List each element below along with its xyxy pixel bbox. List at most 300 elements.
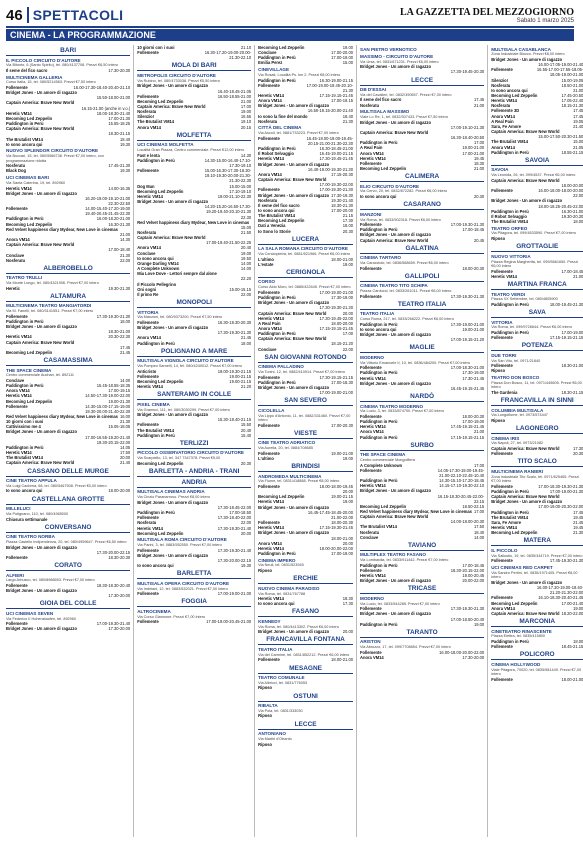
movie-title: Follemente xyxy=(360,160,382,166)
showtimes: 19.30 xyxy=(119,141,131,147)
movie-title: Conclave xyxy=(137,250,156,256)
showtimes: 19.50 xyxy=(240,255,252,261)
movie-title: Follemente xyxy=(360,467,382,473)
showtimes: 17.30-20.30 xyxy=(108,67,131,73)
movie-title: Heretic VM14 xyxy=(360,483,386,489)
movie-title: Becoming Led Zeppelin xyxy=(258,218,305,224)
movie-title: Becoming Led Zeppelin xyxy=(491,530,538,536)
cinema-info: Viale Pitagora, 70020, tel. 0835/981449. Prezzi €7,00 intero xyxy=(491,667,582,677)
showtimes: 17.00 xyxy=(240,103,252,109)
issue-date: Sabato 1 marzo 2025 xyxy=(516,17,574,24)
showtimes: 21.45 xyxy=(573,519,583,525)
cinema-info: Via Luigi Cadorna, 68, tel. 080/5467508. Prezzi €5,00 intero xyxy=(6,483,107,488)
cinema-name: UCI CINEMAS SEVEN xyxy=(6,610,54,616)
movie-title: Bridget Jones - Un amore di ragazzo xyxy=(258,192,330,198)
showtimes: 17.00-19.10-21.30 xyxy=(450,124,485,130)
cinema-name: TEATRO COMUNALE xyxy=(258,675,305,681)
movie-title: Bridget Jones - Un amore di ragazzo xyxy=(6,588,77,594)
cinema-info: Via Putignano, 110, tel. 080/4965000 xyxy=(6,511,69,516)
showtimes: 17.15-19.15-21.15 xyxy=(549,335,583,341)
showtimes: 16.50-18.55-21.00 xyxy=(217,93,252,99)
movie-title: Paddington in Perù xyxy=(491,329,529,335)
movie-title: Paddington in Perù xyxy=(258,55,296,61)
showtimes: 19.45 xyxy=(573,525,583,531)
showtimes: 18.00-21.00 xyxy=(331,535,353,541)
movie-title: Follemente xyxy=(137,168,159,174)
movie-title: Il primo Re xyxy=(137,291,159,297)
movie-title: A Real Pain xyxy=(258,320,281,326)
city-heading: LECCE xyxy=(258,721,353,730)
city-heading: MARTINA FRANCA xyxy=(491,281,583,290)
showtimes: 17.30-21.45 xyxy=(462,375,485,381)
cinema-info: Via Pompeo Sarnelli, 14, tel. 080/4240012. Prezzi €7,00 intero xyxy=(137,364,243,368)
movie-title: Follemente xyxy=(137,591,159,597)
movie-title: Nosferatu xyxy=(360,102,380,108)
showtime-row xyxy=(258,685,353,690)
showtimes: 17.30-19.30-21.30 xyxy=(217,330,252,336)
movie-title: Riposo xyxy=(258,685,273,691)
showtime-row xyxy=(258,60,353,65)
cinema-info: Corso Roma, 217, tel. 0833/266222. Prezzi €6,00 intero xyxy=(360,317,454,322)
city-heading: ERCHIE xyxy=(258,575,353,584)
movie-title: Bridget Jones - Un amore di ragazzo xyxy=(137,552,209,558)
movie-title: Paddington in Perù xyxy=(360,562,398,568)
cinema-info: Via Abruzzo, 17, tel. 099/7708854. Prezzi €7,00 intero xyxy=(360,645,451,650)
showtimes: 22.15 xyxy=(473,498,485,504)
showtimes: 21.00 xyxy=(473,429,485,435)
showtimes: 18.30 xyxy=(342,596,353,602)
showtimes: 18.50-22.15 xyxy=(462,503,485,509)
movie-title: Bridget Jones - Un amore di ragazzo xyxy=(360,488,431,494)
cinema-info: Centro commerciale Auchan, tel. 892111 xyxy=(6,373,75,378)
city-heading: CONVERSANO xyxy=(6,524,130,533)
movie-title: Follemente xyxy=(491,676,513,682)
showtime-row xyxy=(6,142,130,147)
cinema-name: CINEMA IRIS xyxy=(491,435,520,441)
cinema-name: MULTISALA OPERA CIRCUITO D'AUTORE xyxy=(137,580,230,586)
showtimes: 17.15-19.15-21.45 xyxy=(319,92,353,98)
showtimes: 17.15-20.30 xyxy=(331,171,353,177)
showtimes: 15.55-18.25 xyxy=(108,121,131,127)
showtimes: 21.30-22.10 xyxy=(229,55,252,61)
showtimes: 15.00 xyxy=(573,139,583,145)
cinema-name: UCI CINEMAS MOLFETTA xyxy=(137,142,194,148)
movie-title: Bridget Jones - Un amore di ragazzo xyxy=(258,384,330,390)
movie-title: Conclave xyxy=(6,377,25,383)
movie-title: Io sono ancora qui xyxy=(6,488,43,494)
movie-title: Follemente xyxy=(6,206,28,212)
showtimes: 17.30 xyxy=(342,218,353,224)
movie-title: Heretic xyxy=(6,285,20,291)
showtimes: 19.10 xyxy=(240,119,252,125)
showtimes: 14.00-16.35 xyxy=(108,185,131,191)
movie-title: Follemente xyxy=(360,413,382,419)
cinema-name: CINE TEATRO APPULA xyxy=(6,478,57,484)
city-heading: POLIGNANO A MARE xyxy=(137,348,251,357)
showtimes: 17.00-19.15 xyxy=(108,388,131,394)
movie-title: Heretic VM14 xyxy=(360,375,386,381)
cinema-name: CORSO xyxy=(258,279,276,285)
showtimes: 16.45-18.00-19.00-19.45- xyxy=(306,135,353,141)
showtimes: 22.00 xyxy=(240,520,252,526)
movie-title: Anora VM14 xyxy=(258,325,282,331)
cinema-info: Via Roma, tel. 0833/502318. Prezzi €6,00 intero xyxy=(360,217,441,222)
showtime-row xyxy=(491,335,583,340)
showtime-row xyxy=(258,390,353,395)
cinema-info: Via Cinzio Paranarroso. Prezzi €8,00 intero xyxy=(137,495,210,500)
movie-title: Captain America: Brave New World xyxy=(6,460,75,466)
movie-title: Anora VM14 xyxy=(360,150,384,156)
cinema-info: Piazza Don Bosco, 11, tel. 0971/445605. Prezzi €6,00 intero xyxy=(491,380,582,390)
showtimes: 19.00 xyxy=(473,621,485,627)
movie-title: Follemente xyxy=(491,595,513,601)
showtimes: 17.00 xyxy=(473,462,485,468)
city-heading: SAVOIA xyxy=(491,157,583,166)
showtime-row xyxy=(491,611,583,616)
showtimes: 14.30 xyxy=(240,152,252,158)
movie-title: Paddington in Perù xyxy=(258,77,296,83)
movie-title: Captain America: Brave New World xyxy=(6,100,75,106)
movie-title: Anora VM14 xyxy=(258,540,282,546)
city-heading: GALATINA xyxy=(360,245,484,254)
movie-title: Nosferatu xyxy=(258,118,278,124)
showtimes: 19.30-21.40 xyxy=(331,197,353,203)
showtimes: 15.40 xyxy=(240,432,252,438)
movie-title: Follemente xyxy=(360,222,382,228)
city-heading: GALLIPOLI xyxy=(360,273,484,282)
cinema-info: Viale Lo Re, 1, tel. 0832/307433. Prezzi €7,50 intero xyxy=(360,115,448,119)
cinema-info: Via dei Cavalieri, tel. 0832/390557. Prezzi €7,00 intero xyxy=(360,92,452,97)
movie-title: Paddington in Perù xyxy=(360,370,398,376)
showtimes: 19.45 xyxy=(473,155,485,161)
movie-title: Captain America: Brave New World xyxy=(491,610,560,616)
showtimes: 17.00-19.30-21.30 xyxy=(450,222,485,228)
showtimes: 17.10-19.10 xyxy=(229,188,252,194)
showtimes: 19.30 xyxy=(119,168,131,174)
movie-title: Sara, Fe Amore xyxy=(491,519,522,525)
showtimes: 16.00-18.20-21.00 xyxy=(96,216,131,222)
movie-title: Paddington in Perù xyxy=(258,379,296,385)
showtimes: 17.00-21.40 xyxy=(561,600,583,606)
showtimes: 17.00-19.15-21.20 xyxy=(450,337,485,343)
showtimes: 20.15 xyxy=(240,124,252,130)
showtimes: 20.30-22.30 xyxy=(108,334,131,340)
movie-title: Conclave xyxy=(258,50,277,56)
showtimes: 18.15-21.20 xyxy=(331,341,353,347)
movie-title: Paddington in Perù xyxy=(360,227,398,233)
showtimes: 18.00-20.00-22.00 xyxy=(319,545,353,551)
showtime-row xyxy=(360,535,484,540)
showtime-row xyxy=(360,655,484,660)
movie-title: Bridget Jones - Un amore di ragazzo xyxy=(137,412,209,418)
showtime-row xyxy=(360,622,484,627)
showtimes: 18.30-18.30-20.40 xyxy=(96,582,131,588)
showtimes: 18.40 xyxy=(473,529,485,535)
movie-title: A Complete Unknown xyxy=(137,266,180,272)
movie-title: Bridget Jones - Un amore di ragazzo xyxy=(6,324,77,330)
cinema-info: Via Ursa, tel. 0831/671231. Prezzi €6,00 intero xyxy=(360,59,439,64)
showtimes: 17.45 xyxy=(473,97,485,103)
showtimes: 17.00-19.00-19.45-20.10- xyxy=(306,82,353,88)
city-heading: MOLA DI BARI xyxy=(137,62,251,71)
city-heading: FRANCAVILLA IN SINNI xyxy=(491,397,583,406)
movie-title: Bridget Jones - Un amore di ragazzo xyxy=(6,429,77,435)
cinema-name: IL PICCOLO xyxy=(491,547,518,553)
showtime-row xyxy=(258,347,353,352)
movie-title: Captain America: Brave New World xyxy=(491,494,560,500)
movie-title: Paddington in Perù xyxy=(6,216,44,222)
movie-title: Red Velvet happiness diary Mydear, New Love in cinemas xyxy=(6,414,118,420)
movie-title: Captain America: Brave New World xyxy=(491,177,560,183)
movie-title: Captain America: Brave New World xyxy=(6,126,75,132)
showtimes: 17.00-19.00 xyxy=(331,55,353,61)
cinema-info: Via Monte Lungo, tel. 080/4321906. Prezzi €7,00 intero xyxy=(6,281,99,286)
city-heading: FASANO xyxy=(258,608,353,617)
movie-title: The Brutalist VM14 xyxy=(491,139,529,145)
showtimes: 19.00 xyxy=(240,250,252,256)
showtimes: 16.00 xyxy=(119,414,131,420)
cinema-info: Via Rosati, Località Ps. km 2. Prezzi €8,00 intero xyxy=(258,72,341,77)
city-heading: ALTAMURA xyxy=(6,293,130,302)
movie-title: Bridget Jones - Un amore di ragazzo xyxy=(137,83,209,89)
city-heading: NARDÒ xyxy=(360,393,484,402)
cinema-name: MULTICINEMA RANIERI xyxy=(491,468,544,474)
showtime-row xyxy=(360,238,484,243)
cinema-info: Via Caracciolo, tel. 0836/568659. Prezzi €6,00 intero xyxy=(360,261,449,266)
movie-title: Paddington in Perù xyxy=(491,638,529,644)
movie-title: Becoming Led Zeppelin xyxy=(491,600,538,606)
movie-title: Captain America: Brave New World xyxy=(258,336,327,342)
showtime-row xyxy=(360,194,484,199)
movie-title: Follemente 3D xyxy=(491,108,520,114)
movie-title: Bridget Jones - Un amore di ragazzo xyxy=(360,380,431,386)
showtimes: 15.50-18.00-21.00 xyxy=(96,95,131,101)
showtimes: 14.20-15.20-16.50-17.30- xyxy=(204,204,252,210)
movie-title: Heretic VM14 xyxy=(258,596,284,602)
movie-title: Heretic VM14 xyxy=(6,393,32,399)
cinema-name: DUE TORRI xyxy=(491,352,517,358)
cinema-info: Località Gran Piazza, Centro commerciale. Prezzi €12,00 intero xyxy=(137,148,245,153)
city-heading: MAGLIE xyxy=(360,344,484,353)
city-heading: MOLFETTA xyxy=(137,132,251,141)
cinema-name: ELIO CIRCUITO D'AUTORE xyxy=(360,183,420,189)
showtime-row xyxy=(137,591,251,596)
cinema-name: MULTISALA ROMA CIRCUITO D'AUTORE xyxy=(137,537,227,543)
showtime-row xyxy=(258,551,353,556)
movie-title: Anora VM14 xyxy=(258,171,282,177)
showtimes: 18.50-21.00 xyxy=(561,82,583,88)
movie-title: Follemente xyxy=(360,567,382,573)
showtimes: 19.30-20.30 xyxy=(561,213,583,219)
showtimes: 17.00-19.00 xyxy=(331,551,353,557)
movie-title: Bridget Jones - Un amore di ragazzo xyxy=(491,198,563,204)
movie-title: Paddington in Perù xyxy=(360,434,398,440)
showtimes: 18.00-18.25-20.45-22.00 xyxy=(538,203,583,209)
showtimes: 21.30 xyxy=(342,87,353,93)
showtimes: 20.00 xyxy=(342,489,353,495)
movie-title: Bridget Jones - Un amore di ragazzo xyxy=(491,499,563,505)
movie-title: Follemente xyxy=(137,515,159,521)
showtimes: 17.05-22.40 xyxy=(561,98,583,104)
city-heading: GROTTAGLIE xyxy=(491,243,583,252)
showtimes: 14.15-17.10-19.30-22.10 xyxy=(439,483,485,489)
showtimes: 17.45 xyxy=(119,344,131,350)
cinema-name: LA SALA ROMANA CIRCUITO D'AUTORE xyxy=(258,246,348,252)
showtimes: 17.00-19.00-21.00 xyxy=(319,390,353,396)
movie-title: Io Sono lo Storie xyxy=(258,228,291,234)
showtime-row xyxy=(360,69,484,74)
movie-title: Heretic VM14 xyxy=(258,156,284,162)
cinema-name: TEATRO ITALIA xyxy=(258,646,293,652)
city-heading: LECCE xyxy=(360,77,484,86)
movie-title: Nosferatu xyxy=(137,109,157,115)
showtime-row xyxy=(491,390,583,395)
showtimes: 21.40 xyxy=(119,460,131,466)
showtimes: 17.00-18.40 xyxy=(108,247,131,253)
movie-title: Becoming Led Zeppelin xyxy=(6,349,53,355)
showtimes: 17.00-18.50-20.40 xyxy=(450,616,485,622)
cinema-info: Via Aurelia, 20, tel. 0884/708685 xyxy=(258,446,313,451)
showtimes: 17.50 xyxy=(119,450,131,456)
movie-title: Follemente xyxy=(491,188,513,194)
showtimes: 17.45-21.30 xyxy=(108,163,131,169)
showtimes: 21.30 xyxy=(119,252,131,258)
showtimes: 19.00 xyxy=(240,109,252,115)
showtime-row xyxy=(6,488,130,493)
movie-title: Follemente xyxy=(137,422,159,428)
movie-title: Io sono ancora qui xyxy=(491,87,528,93)
movie-title: Paddington in Perù xyxy=(137,157,175,163)
movie-title: Paddington in Perù xyxy=(360,478,398,484)
showtime-row xyxy=(491,274,583,279)
showtime-row xyxy=(360,266,484,271)
showtime-row xyxy=(137,619,251,624)
showtime-row xyxy=(6,68,130,73)
movie-title: Il seme del fico sacro xyxy=(360,97,402,103)
cinema-name: ALFIERI xyxy=(6,572,24,578)
movie-title: Il seme del fico sacro xyxy=(6,67,48,73)
showtimes: 17.45-20.50 xyxy=(561,92,583,98)
showtimes: 17.45 xyxy=(573,509,583,515)
showtimes: 17.15-19.15-21.45 xyxy=(319,325,353,331)
listing-column-4 xyxy=(356,45,484,837)
cinema-info: Via Lombardia, tel. 0833/911442. Prezzi €7,00 intero xyxy=(360,558,449,563)
cinema-info: Piazza Castello Indipendenza, 20, tel. 080/4959647. Prezzi €6,50 intero xyxy=(6,539,127,544)
movie-title: Paddington in Perù xyxy=(137,340,175,346)
city-heading: MONOPOLI xyxy=(137,299,251,308)
showtime-row xyxy=(360,166,484,171)
cinema-name: THE SPACE CINEMA xyxy=(360,452,406,458)
city-heading: TITO SCALO xyxy=(491,458,583,467)
movie-title: Paddington in Perù xyxy=(137,432,175,438)
cinema-name: CINE TEATRO NORBA xyxy=(6,534,55,540)
cinema-info: Via M. Fanelli, tel. 080/3141551. Prezzi €7,00 intero xyxy=(6,309,94,314)
showtimes: 18.30-21.30 xyxy=(331,202,353,208)
movie-title: A Real Pain xyxy=(360,145,383,151)
showtimes: 16.15-18.30-20.45-22.00- xyxy=(437,493,485,499)
showtimes: 17.15-19.30-21.45 xyxy=(319,525,353,531)
movie-title: Heretic VM14 xyxy=(258,525,284,531)
cinema-info: Via Santa Caterina, 19, tel. 892960 xyxy=(6,180,66,185)
showtimes: 21.00-22.00 xyxy=(331,514,353,520)
movie-title: Heretic VM14 xyxy=(491,273,517,279)
showtimes: 17.30-19.30-21.40 xyxy=(217,525,252,531)
cinema-info: Centro commerciale Mongolfiera xyxy=(360,457,415,462)
movie-title: Bridget Jones - Un amore di ragazzo xyxy=(137,325,209,331)
showtimes: 20.40 xyxy=(240,427,252,433)
showtimes: 18.30-21.00 xyxy=(561,363,583,369)
showtimes: 17.00-19.00-20.45-21.00 xyxy=(206,619,252,625)
city-heading: BARLETTA - ANDRIA - TRANI xyxy=(137,468,251,477)
showtimes: 17.00-18.30 xyxy=(331,379,353,385)
showtimes: 18.00 xyxy=(573,638,583,644)
showtimes: 18.30-21.15 xyxy=(108,131,131,137)
cinema-name: ANTONIANO xyxy=(258,731,286,737)
newspaper-name: LA GAZZETTA DEL MEZZOGIORNO xyxy=(399,6,574,18)
cinema-info: Piazza XX Settembre, tel. 080/4805900 xyxy=(491,297,558,302)
showtimes: 15.00 xyxy=(342,60,353,66)
showtimes: 14.30-15.10-17.20-18.45 xyxy=(439,478,485,484)
showtimes: 21.00 xyxy=(119,231,131,237)
movie-title: Conclave xyxy=(258,346,277,352)
city-heading: CORATO xyxy=(6,562,130,571)
showtimes: 17.00-18.45 xyxy=(462,227,485,233)
showtimes: 17.00-19.30-21.40 xyxy=(96,621,131,627)
movie-title: L'ultimo xyxy=(258,455,274,461)
movie-title: Captain America: Brave New World xyxy=(491,446,560,452)
showtimes: 17.30-19.30-21.30 xyxy=(450,606,485,612)
showtimes: 16.50-19.15-20.00-21.40 xyxy=(307,108,353,114)
showtimes: 14.30 xyxy=(119,237,131,243)
movie-title: Fast e lenta xyxy=(137,152,160,158)
movie-title: Orange Darling VM14 xyxy=(137,260,179,266)
showtimes: 16.30-18.40-20.50 xyxy=(450,135,485,141)
showtime-row xyxy=(258,657,353,662)
cinema-name: MULTISALA VIGNOLA CIRCUITO D'AUTORE xyxy=(137,358,234,364)
showtimes: 19.00 xyxy=(342,455,353,461)
movie-title: Bridget Jones - Un amore di ragazzo xyxy=(137,499,209,505)
cinema-info: Piazza Carducci, tel. 0833/261011. Prezzi €6,00 intero xyxy=(360,289,452,294)
showtimes: 21.30-22.30 xyxy=(229,178,252,184)
movie-title: Black Dog xyxy=(6,168,27,174)
showtimes: 17.30-20.00 xyxy=(108,593,131,599)
movie-title: Follemente xyxy=(491,451,513,457)
showtimes: 18.00 xyxy=(342,223,353,229)
movie-title: Becoming Led Zeppelin xyxy=(258,45,305,50)
city-heading: TARANTO xyxy=(360,629,484,638)
cinema-name: MANZONI xyxy=(360,211,382,217)
listings-columns xyxy=(6,45,583,837)
showtime-row xyxy=(137,220,251,225)
movie-title: Io sono ancora qui xyxy=(360,326,397,332)
showtimes: 17.30-19.45-21.45 xyxy=(319,156,353,162)
cinema-name: RIBALTA xyxy=(258,703,278,709)
movie-title: Bridget Jones - Un amore di ragazzo xyxy=(6,544,77,550)
city-heading: TEATRO ITALIA xyxy=(360,301,484,310)
showtimes: 18.30-21.00 xyxy=(108,329,131,335)
showtimes: 21.45 xyxy=(119,349,131,355)
showtimes: 19.00 xyxy=(573,605,583,611)
cinema-name: MULTISALA MASSIMO xyxy=(360,109,410,115)
movie-title: Follemente xyxy=(258,484,280,489)
movie-title: Paddington in Perù xyxy=(6,383,44,389)
showtimes: 17.50 xyxy=(473,524,485,530)
listing-column-2 xyxy=(133,45,251,837)
cinema-info: Corso Aldo Moro, tel. 0885/422645. Prezzi €7,00 intero xyxy=(258,285,351,290)
showtimes: 18.00 xyxy=(573,219,583,224)
showtimes: 19.00 xyxy=(342,261,353,267)
movie-title: Paddington in Perù xyxy=(6,444,44,450)
